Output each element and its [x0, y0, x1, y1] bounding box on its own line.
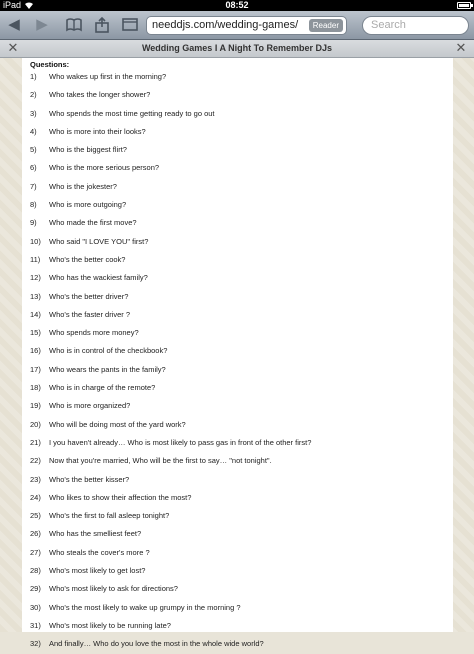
battery-icon	[457, 2, 471, 9]
question-text: Who's the most likely to wake up grumpy in the morning ?	[49, 602, 241, 612]
list-item	[30, 141, 450, 159]
list-item	[30, 324, 450, 342]
question-text: Who has the smelliest feet?	[49, 529, 142, 539]
question-number: 7)	[30, 181, 37, 191]
question-text: Who's the better kisser?	[49, 474, 130, 484]
list-item	[30, 159, 450, 177]
question-text: Who made the first move?	[49, 218, 137, 228]
list-item	[30, 86, 450, 104]
list-item	[30, 599, 450, 617]
question-text: Who will be doing most of the yard work?	[49, 419, 186, 429]
question-number: 18)	[30, 383, 41, 393]
list-item	[30, 68, 450, 86]
question-text: Who is the biggest flirt?	[49, 145, 127, 155]
reader-button[interactable]: Reader	[309, 19, 343, 32]
question-text: Who takes the longer shower?	[49, 90, 151, 100]
question-text: Who is more outgoing?	[49, 200, 127, 210]
list-item	[30, 361, 450, 379]
question-number: 8)	[30, 200, 37, 210]
list-item	[30, 562, 450, 580]
question-number: 16)	[30, 346, 41, 356]
question-text: Who's the better cook?	[49, 254, 126, 264]
close-icon[interactable]: ✕	[7, 40, 19, 55]
list-item	[30, 306, 450, 324]
question-text: Who spends the most time getting ready to go out	[49, 108, 215, 118]
question-number: 30)	[30, 602, 41, 612]
list-item	[30, 507, 450, 525]
question-text: Who is more into their looks?	[49, 126, 146, 136]
question-number: 1)	[30, 72, 37, 81]
question-number: 32)	[30, 639, 41, 649]
list-item	[30, 233, 450, 251]
question-number: 10)	[30, 236, 41, 246]
back-arrow-icon[interactable]: ◀	[8, 16, 20, 33]
bookmarks-icon[interactable]	[64, 16, 84, 34]
list-item	[30, 471, 450, 489]
question-text: Who is in charge of the remote?	[49, 383, 156, 393]
list-item	[30, 214, 450, 232]
close-icon[interactable]: ✕	[455, 40, 467, 55]
question-text: Who is the jokester?	[49, 181, 117, 191]
clock: 08:52	[225, 0, 249, 10]
question-number: 22)	[30, 456, 41, 466]
question-text: Who is the more serious person?	[49, 163, 160, 173]
list-item	[30, 525, 450, 543]
question-text: Who steals the cover's more ?	[49, 547, 150, 557]
question-number: 14)	[30, 309, 41, 319]
question-text: Who's most likely to ask for directions?	[49, 584, 178, 594]
question-text: Who wakes up first in the morning?	[49, 72, 167, 81]
tabs-icon[interactable]	[120, 16, 140, 34]
question-list	[30, 68, 450, 654]
list-item	[30, 416, 450, 434]
carrier-label: iPad	[3, 0, 22, 10]
share-icon[interactable]	[92, 16, 112, 34]
list-item	[30, 489, 450, 507]
tab-title[interactable]: Wedding Games I A Night To Remember DJs	[141, 43, 333, 53]
list-item	[30, 123, 450, 141]
question-number: 20)	[30, 419, 41, 429]
question-number: 28)	[30, 566, 41, 576]
question-number: 21)	[30, 437, 41, 447]
question-number: 27)	[30, 547, 41, 557]
question-number: 31)	[30, 620, 41, 630]
question-number: 29)	[30, 584, 41, 594]
question-number: 23)	[30, 474, 41, 484]
status-bar	[0, 0, 474, 11]
list-item	[30, 342, 450, 360]
list-item	[30, 635, 450, 653]
question-number: 4)	[30, 126, 37, 136]
list-item	[30, 580, 450, 598]
tab-bar	[0, 40, 474, 58]
question-text: Who's most likely to get lost?	[49, 566, 146, 576]
question-number: 6)	[30, 163, 37, 173]
question-number: 17)	[30, 364, 41, 374]
question-text: Who likes to show their affection the most?	[49, 492, 192, 502]
question-number: 26)	[30, 529, 41, 539]
list-item	[30, 178, 450, 196]
url-text: needdjs.com/wedding-games/	[152, 19, 299, 31]
list-item	[30, 196, 450, 214]
list-item	[30, 269, 450, 287]
list-item	[30, 544, 450, 562]
list-item	[30, 397, 450, 415]
question-text: Who wears the pants in the family?	[49, 364, 166, 374]
question-text: Who's the first to fall asleep tonight?	[49, 511, 170, 521]
browser-toolbar	[0, 11, 474, 40]
question-number: 25)	[30, 511, 41, 521]
question-number: 24)	[30, 492, 41, 502]
url-bar[interactable]	[146, 16, 347, 35]
list-item	[30, 288, 450, 306]
question-text: Who spends more money?	[49, 328, 139, 338]
list-item	[30, 434, 450, 452]
list-item	[30, 452, 450, 470]
questions-heading: Questions:	[30, 60, 70, 69]
question-text: Who's the better driver?	[49, 291, 129, 301]
question-text: Who is more organized?	[49, 401, 131, 411]
list-item	[30, 251, 450, 269]
question-text: I you haven't already… Who is most likely to pass gas in front of the other first?	[49, 437, 312, 447]
question-number: 9)	[30, 218, 37, 228]
question-text: And finally… Who do you love the most in the whole wide world?	[49, 639, 264, 649]
document-page	[22, 58, 453, 649]
question-text: Who is in control of the checkbook?	[49, 346, 168, 356]
question-number: 5)	[30, 145, 37, 155]
search-input[interactable]: Search	[362, 16, 469, 35]
question-text: Who said "I LOVE YOU" first?	[49, 236, 149, 246]
list-item	[30, 617, 450, 635]
question-number: 12)	[30, 273, 41, 283]
question-number: 13)	[30, 291, 41, 301]
question-number: 15)	[30, 328, 41, 338]
question-text: Now that you're married, Who will be the first to say… "not tonight".	[49, 456, 272, 466]
list-item	[30, 379, 450, 397]
question-number: 19)	[30, 401, 41, 411]
forward-arrow-icon[interactable]: ▶	[36, 16, 48, 33]
question-text: Who's most likely to be running late?	[49, 620, 171, 630]
question-number: 3)	[30, 108, 37, 118]
question-text: Who's the faster driver ?	[49, 309, 131, 319]
question-text: Who has the wackiest family?	[49, 273, 148, 283]
list-item	[30, 105, 450, 123]
question-number: 2)	[30, 90, 37, 100]
question-number: 11)	[30, 254, 41, 264]
